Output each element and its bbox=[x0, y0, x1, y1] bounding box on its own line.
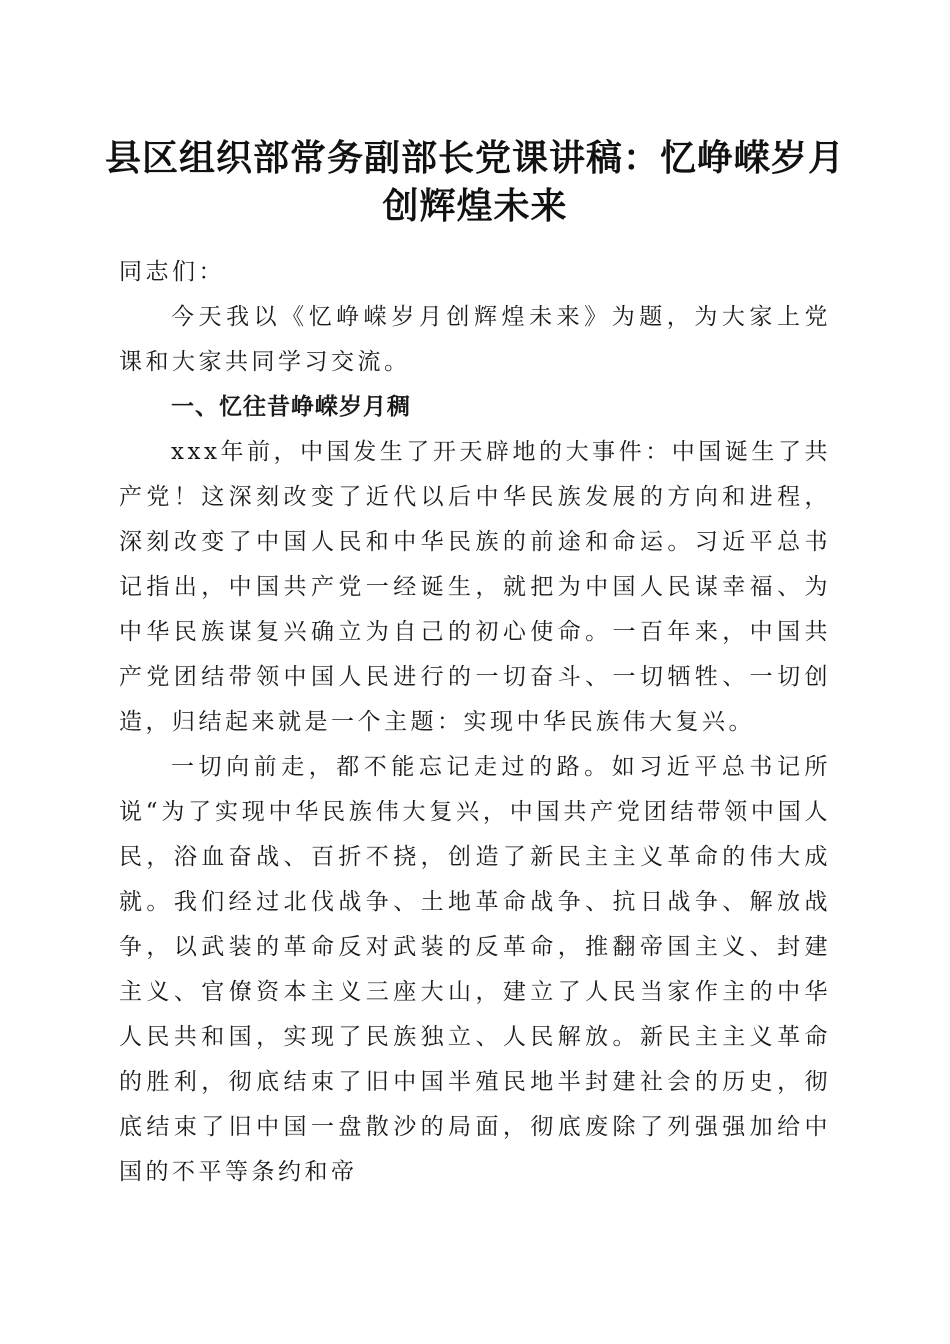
salutation: 同志们： bbox=[119, 259, 225, 285]
paragraph-revolution: 一切向前走，都不能忘记走过的路。如习近平总书记所说“为了实现中华民族伟大复兴，中国共产党团结带领中国人民，浴血奋战、百折不挠，创造了新民主主义革命的伟大成就。我们经过北伐战争、土地革命战争、抗日战争、解放战争，以武装的革命反对武装的反革命，推翻帝国主义、封建主义、官僚资本主义三座大山，建立了人民当家作主的中华人民共和国，实现了民族独立、人民解放。新民主主义革命的胜利，彻底结束了旧中国半殖民地半封建社会的历史，彻底结束了旧中国一盘散沙的局面，彻底废除了列强强加给中国的不平等条约和帝 bbox=[119, 754, 831, 1185]
paragraph-history: xxx年前，中国发生了开天辟地的大事件：中国诞生了共产党！这深刻改变了近代以后中华民族发展的方向和进程，深刻改变了中国人民和中华民族的前途和命运。习近平总书记指出，中国共产党一经诞生，就把为中国人民谋幸福、为中华民族谋复兴确立为自己的初心使命。一百年来，中国共产党团结带领中国人民进行的一切奋斗、一切牺牲、一切创造，归结起来就是一个主题：实现中华民族伟大复兴。 bbox=[119, 439, 831, 735]
section-heading: 一、忆往昔峥嵘岁月稠 bbox=[171, 394, 411, 420]
document-title: 县区组织部常务副部长党课讲稿：忆峥嵘岁月创辉煌未来 bbox=[104, 137, 845, 227]
document-body bbox=[119, 250, 831, 1195]
paragraph-intro: 今天我以《忆峥嵘岁月创辉煌未来》为题，为大家上党课和大家共同学习交流。 bbox=[119, 304, 831, 375]
